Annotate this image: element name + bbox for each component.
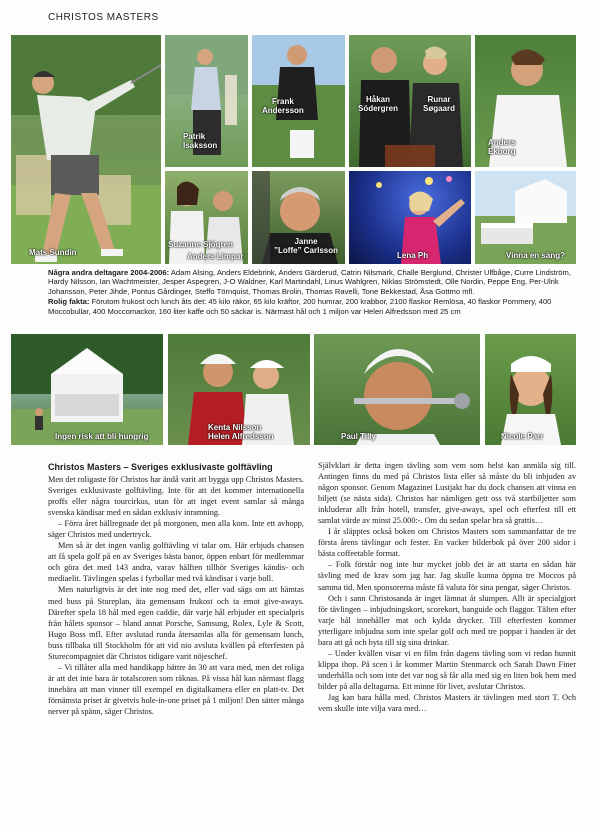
article-paragraph: Jag kan bara hålla med. Christos Masters är tävlingen med stort T. Och vem skulle inte vilja vara med… [318,692,576,714]
tent-illustration [11,334,163,445]
photo-vinna-en-sang [475,171,576,264]
caption-janne-carlsson: Janne ”Loffe” Carlsson [274,237,339,255]
fun-facts-text: Förutom frukost och lunch åts det: 45 kilo räkor, 65 kilo kräftor, 200 humrar, 200 krabbor, 2100 flaskor Remlösa, 40 flaskor Pommery, 400 Moccobullar, 400 Moccomackor, 160 liter kaffe och 50 säckar is. Närmast hål och 1 miljon var Helen Alfredsson med 25 cm [48,297,552,316]
golfer-illustration [314,334,480,445]
fun-facts-label: Rolig fakta: [48,297,90,307]
page-header: CHRISTOS MASTERS [48,12,159,23]
facts-block [48,268,578,317]
article-paragraph: Självklart är detta ingen tävling som vem som helst kan anmäla sig till. Antingen finns du med på Christos lista eller så måste du bli inbjuden av någon sponsor. Genom Magazinet Lustjakt har du dock chansen att vinna en biljett (se nästa sida). Christos har nämligen gett oss två startbiljetter som inkluderar allt från hotell, transfer, give-aways, spel och efterfest till ett samlat värde av minst 25.000:-. Om du sedan spelar bra så grattis… [318,461,576,526]
golfer-illustration [11,35,161,264]
caption-runar-sogaard: Runar Søgaard [423,95,456,113]
photo-nicole-parr [485,334,576,445]
article-paragraph: Men så är det ingen vanlig golftävling vi talar om. Här erbjuds chansen att få spela golf på en av Sveriges bästa banor, öppen enbart för medlemmar och göra det med 143 andra, varav hälften tillhör Sveriges kändis- och mediaelit. Tävlingen spelas i fyrbollar med två kändisar i varje boll. [48,541,304,584]
caption-frank-andersson: Frank Andersson [262,97,304,115]
golfer-illustration [485,334,576,445]
caption-hakan-sodergren: Håkan Södergren [358,95,399,113]
photo-janne-carlsson [252,171,345,264]
caption-kenta-helen: Kenta Nilsson Helen Alfredsson [208,423,274,441]
article-paragraph: – Under kvällen visar vi en film från dagens tävling som vi redan hunnit klippa ihop. På scen i år kommer Martin Stenmarck och Sarah Dawn Finer underhålla och som inte det var nog så får alla med sig en liten bok hem med bilder på alla deltagarna. Ett minne för livet, avslutar Christos. [318,648,576,691]
other-participants-label: Några andra deltagare 2004-2006: [48,268,170,277]
fun-facts [48,297,578,316]
caption-paul-tilly: Paul Tilly [341,432,376,441]
article-paragraph: – Vi tillåter alla med handikapp bättre än 30 att vara med, men det roliga är att det inte bara är totalscoren som räknas. På vissa hål kan närmast flagg innebära att man vinner till exempel en digitalkamera eller en platt-tv. Det förnämsta priset är givetvis hole-in-one priset på 1 miljon! Den sätter många nerver på spänn, säger Christos. [48,662,304,716]
golfer-illustration [165,171,248,264]
photo-hakan-runar [349,35,471,167]
caption-suzanne-sjogren: Suzanne Sjögren [168,240,233,249]
caption-mats-sundin: Mats Sundin [29,248,77,257]
photo-paul-tilly [314,334,480,445]
article-column-left [48,462,304,717]
photo-food-tent [11,334,163,445]
photo-anders-ekborg [475,35,576,167]
caption-patrik-isaksson: Patrik Isaksson [183,132,218,150]
caption-vinna-en-sang: Vinna en säng? [506,251,565,260]
article-paragraph: – Förra året hällregnade det på morgonen, men alla kom. Inte ett avhopp, säger Christos med undertryck. [48,519,304,540]
article-paragraph: Men naturligtvis är det inte nog med det, eller vad sägs om att hämtas med buss på Stureplan, äta gemensam frukost och ta emot give-aways. Därefter spela 18 hål med egen caddie, där varje hål erbjuder ett specialpris från hålets sponsor – bland annat Porsche, Samsung, Rolex, Lyle & Scott, Hugo Boss mfl. Efter avslutad runda återsamlas alla för gemensam lunch, buss tillbaka till Stockholm för att vid nio avsluta kvällen på efterfesten på Sturecompagniet där Christos tidigare varit nöjeschef. [48,585,304,661]
caption-anders-limpar: Anders Limpar [187,252,244,261]
caption-lena-ph: Lena Ph [397,251,429,260]
caption-ingen-risk: Ingen risk att bli hungrig [55,432,149,441]
article-column-right [318,460,576,714]
photo-frank-andersson [252,35,345,167]
photo-suzanne-anders [165,171,248,264]
article-paragraph: Och i sann Christosanda är inget lämnat åt slumpen. Allt är specialgjort för tävlingen – inbjudningskort, scorekort, banguide och flaggor. Tälten efter varje hål innehåller mat och kylda drycker. Till efterfesten kommer ytterligare inbjudna som inte spelar golf och med tre poppar i handen är det bara att gå och byta till sig sina drinkar. [318,593,576,647]
article-paragraph: I år släpptes också boken om Christos Masters som sammanfattar de tre första årens tävlingar och fester. En vacker bilderbok på över 200 sidor i bästa coffeetable format. [318,527,576,559]
photo-kenta-helen [168,334,310,445]
caption-nicole-parr: Nicole Parr [501,432,544,441]
article-paragraph: Men det roligaste för Christos har ändå varit att bygga upp Christos Masters. Sveriges exklusivaste golftävling. Inte för att det kommer internationella proffs eller några tourcirkus, utan för att inget event samlar så många svenska kändisar med en sådan exklusiv inramning. [48,475,304,518]
photo-mats-sundin [11,35,161,264]
article-paragraph: – Folk förstår nog inte hur mycket jobb det är att starta en sådan här tävling med de krav som jag har. Jag skulle kunna öppna tre Moccos på samma tid. Men sponsorerna måste få valuta för sina pengar, säger Christos. [318,560,576,592]
other-participants [48,268,578,296]
photo-lena-ph [349,171,471,264]
caption-anders-ekborg: Anders Ekborg [488,138,516,156]
other-participants-text: Adam Alsing, Anders Eldebrink, Anders Gärderud, Catrin Nilsmark, Challe Berglund, Christer Ulfbåge, Curre Lindström, Hardy Nilsson, Ian Wachtmeister, Jesper Aspegren, J-O Waldner, Karl Martindahl, Linus Wahlgren, Niklas Strömstedt, Olle Nordin, Peppe Eng, Per-Ulrik Johansson, Peter Jihde, Pontus Gårdinger, Steffo Törnquist, Thomas Brolin, Thomas Ravelli, Tone Bekkestad, Åsa Gottmo mfl. [48,268,571,296]
article-title: Christos Masters – Sveriges exklusivaste golftävling [48,462,273,472]
photo-patrik-isaksson [165,35,248,167]
